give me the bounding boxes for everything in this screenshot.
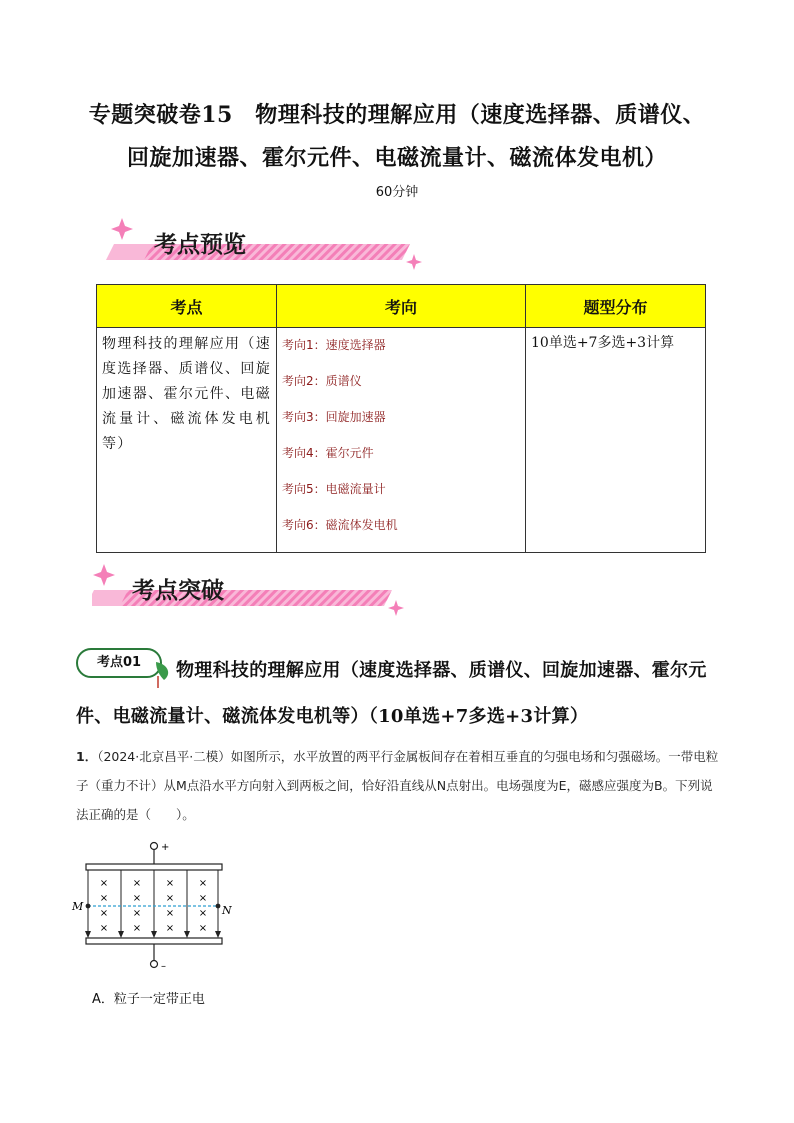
header-topic: 考点	[97, 285, 277, 328]
table-header-row	[97, 285, 706, 328]
cross-mark: ×	[132, 908, 142, 919]
cross-mark: ×	[165, 908, 175, 919]
banner-breakthrough-title: 考点突破	[132, 578, 224, 604]
list-item: 考向3：回旋加速器	[282, 410, 386, 424]
list-item: 考向5：电磁流量计	[282, 482, 386, 496]
section-heading: 物理科技的理解应用（速度选择器、质谱仪、回旋加速器、霍尔元件、电磁流量计、磁流体发电机等）（10单选+7多选+3计算）	[76, 660, 707, 727]
distribution-cell: 10单选+7多选+3计算	[526, 328, 706, 553]
question-number: 1．	[76, 749, 98, 764]
banner-preview-graphic	[92, 214, 422, 274]
page-title-line-1: 专题突破卷15 物理科技的理解应用（速度选择器、质谱仪、	[88, 102, 706, 128]
banner-preview-title: 考点预览	[154, 232, 246, 258]
cross-mark: ×	[198, 893, 208, 904]
header-direction: 考向	[277, 285, 526, 328]
cross-mark: ×	[198, 878, 208, 889]
cross-mark: ×	[132, 878, 142, 889]
cross-mark: ×	[165, 893, 175, 904]
question-text: 如图所示，水平放置的两平行金属板间存在着相互垂直的匀强电场和匀强磁场。一带电粒子（重力不计）从M点沿水平方向射入到两板之间，恰好沿直线从N点射出。电场强度为E，磁感应强度为B。下列说法正确的是（ ）。	[76, 749, 719, 822]
header-distribution: 题型分布	[526, 285, 706, 328]
cross-mark: ×	[99, 908, 109, 919]
point-m	[86, 904, 91, 909]
cross-mark: ×	[198, 908, 208, 919]
question-source: （2024·北京昌平·二模）	[97, 749, 231, 764]
bottom-plate	[86, 938, 222, 944]
list-item: 考向2：质谱仪	[282, 374, 362, 388]
banner-preview	[92, 214, 422, 274]
option-a: A．粒子一定带正电	[92, 992, 205, 1007]
direction-list	[282, 332, 520, 548]
plus-terminal-label: +	[161, 842, 170, 853]
preview-table	[96, 284, 706, 553]
banner-breakthrough	[92, 560, 422, 620]
list-item: 考向6：磁流体发电机	[282, 518, 398, 532]
cross-mark: ×	[99, 923, 109, 934]
top-plate	[86, 864, 222, 870]
question-1	[76, 742, 724, 829]
cross-mark: ×	[132, 923, 142, 934]
list-item: 考向1：速度选择器	[282, 338, 386, 352]
velocity-selector-diagram	[68, 838, 238, 978]
sparkle-icon	[93, 564, 115, 586]
minus-terminal-label: –	[161, 961, 166, 972]
arrow-down-icon	[85, 931, 91, 938]
leaf-icon	[152, 660, 174, 690]
sparkle-icon	[406, 254, 422, 270]
duration-label: 60分钟	[375, 185, 419, 200]
cross-mark: ×	[165, 878, 175, 889]
label-m: M	[72, 900, 84, 913]
arrow-down-icon	[184, 931, 190, 938]
label-n: N	[222, 904, 232, 917]
topic-cell: 物理科技的理解应用（速度选择器、质谱仪、回旋加速器、霍尔元件、电磁流量计、磁流体发电机等）	[97, 328, 277, 553]
arrow-down-icon	[118, 931, 124, 938]
sparkle-icon	[388, 600, 404, 616]
cross-mark: ×	[132, 893, 142, 904]
direction-cell	[277, 328, 526, 553]
cross-mark: ×	[165, 923, 175, 934]
table-row	[97, 328, 706, 553]
arrow-down-icon	[151, 931, 157, 938]
cross-mark: ×	[99, 878, 109, 889]
cross-mark: ×	[198, 923, 208, 934]
cross-mark: ×	[99, 893, 109, 904]
topic-badge: 考点01	[76, 648, 162, 678]
list-item: 考向4：霍尔元件	[282, 446, 374, 460]
page-title-line-2: 回旋加速器、霍尔元件、电磁流量计、磁流体发电机）	[126, 145, 667, 171]
sparkle-icon	[111, 218, 133, 240]
point-n	[216, 904, 221, 909]
arrow-down-icon	[215, 931, 221, 938]
